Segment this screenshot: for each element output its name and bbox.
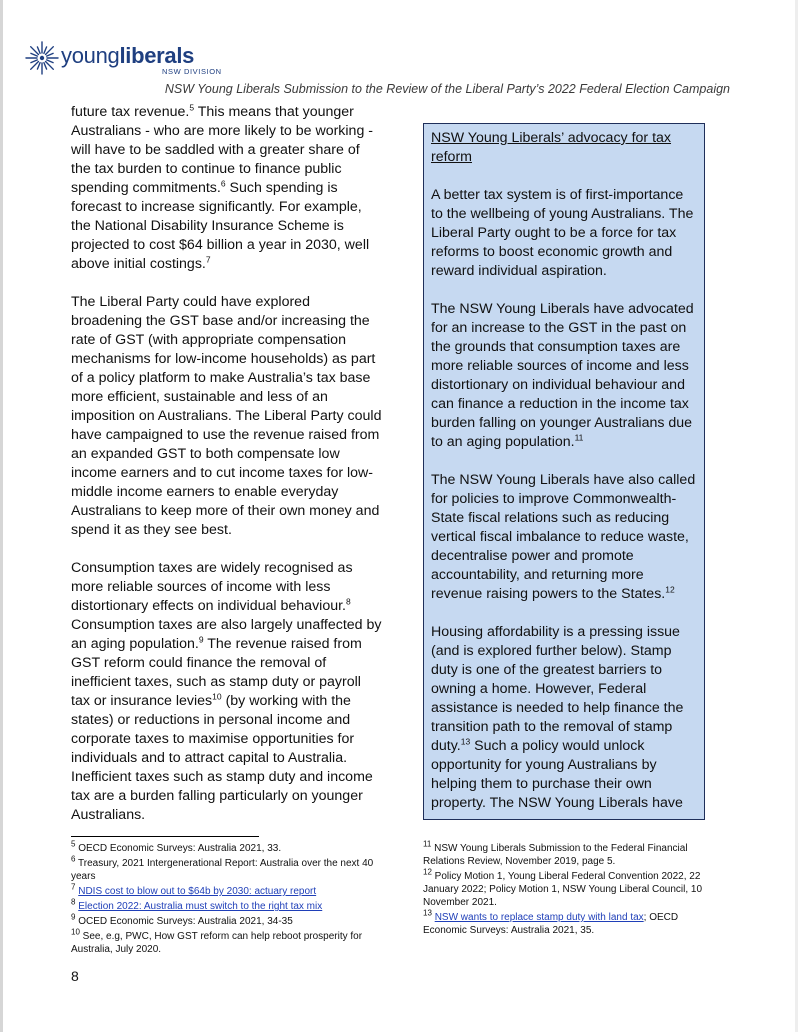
- footnote-link-election[interactable]: Election 2022: Australia must switch to the right tax mix: [78, 901, 323, 912]
- logo-division-label: NSW DIVISION: [162, 67, 222, 76]
- footnote-ref: 5: [189, 102, 195, 113]
- footnote-ref: 12: [665, 584, 675, 595]
- text-run: Consumption taxes are widely recognised as more reliable sources of income with less distortionary effects on individual behaviour.: [71, 560, 353, 614]
- text-run: Consumption taxes are also largely unaffected by an aging population.: [71, 617, 382, 652]
- footnote-text: Policy Motion 1, Young Liberal Federal Convention 2022, 22 January 2022; Policy Motion 1, NSW Young Liberal Council, 10 November 2021.: [423, 871, 703, 908]
- footnote-link-ndis[interactable]: NDIS cost to blow out to $64b by 2030: actuary report: [78, 886, 317, 897]
- logo-ray: [37, 47, 40, 53]
- advocacy-callout-box: [423, 123, 705, 820]
- logo-ray: [31, 53, 37, 56]
- footnote-6: [71, 854, 381, 883]
- text-run: The NSW Young Liberals have advocated for an increase to the GST in the past on the grounds that consumption taxes are more reliable sources of income and less distortionary on individual behaviour and can finance a reduction in the income tax burden falling on younger Australians due to an aging population.: [431, 301, 694, 450]
- box-paragraph-housing: [431, 623, 696, 813]
- footnote-9: [71, 912, 381, 928]
- text-run: Such a policy would unlock opportunity for young Australians by helping them to purchase their own property. The NSW Young Liberals have: [431, 738, 683, 811]
- left-column: [71, 103, 383, 844]
- footnote-number: 9: [71, 912, 76, 922]
- logo-ray: [47, 53, 53, 56]
- logo-ray: [44, 63, 47, 69]
- text-run: (by working with the states) or reductions in personal income and corporate taxes to maximise opportunities for individuals and to attract capital to Australia. Inefficient taxes such as stamp duty and income tax are a burden falling particularly on younger Australians.: [71, 693, 373, 823]
- footnote-11: [423, 839, 723, 868]
- footnote-ref: 11: [574, 432, 584, 443]
- footnote-ref: 6: [220, 178, 226, 189]
- text-run: Such spending is forecast to increase significantly. For example, the National Disability Insurance Scheme is projected to cost $64 billion a year in 2030, well above initial costings.: [71, 180, 370, 272]
- footnote-ref: 9: [198, 634, 204, 645]
- logo-ray: [47, 60, 53, 63]
- footnote-divider: [71, 836, 259, 837]
- box-paragraph-gst: [431, 300, 696, 452]
- footnotes-right: [423, 839, 723, 939]
- logo-word-liberals: liberals: [119, 43, 195, 68]
- footnote-ref: 13: [460, 736, 471, 747]
- footnote-13: [423, 908, 723, 937]
- footnote-number: 6: [71, 854, 76, 864]
- footnote-ref: 10: [212, 691, 222, 702]
- footnote-text: NSW Young Liberals Submission to the Federal Financial Relations Review, November 2019, page 5.: [423, 843, 688, 867]
- logo-ray: [31, 60, 37, 63]
- box-title: NSW Young Liberals’ advocacy for tax reform: [431, 130, 672, 165]
- paragraph-tax-burden: [71, 103, 383, 274]
- box-paragraph-tax-system: A better tax system is of first-importance to the wellbeing of young Australians. The Liberal Party ought to be a force for tax reforms to boost economic growth and reward individual aspiration.: [431, 187, 694, 279]
- footnote-number: 5: [71, 839, 76, 849]
- footnote-text: See, e.g, PWC, How GST reform can help reboot prosperity for Australia, July 2020.: [71, 931, 363, 955]
- footnote-number: 11: [423, 839, 432, 849]
- footnote-number: 8: [71, 897, 76, 907]
- footnote-text: ; OECD Economic Surveys: Australia 2021, 35.: [423, 912, 679, 936]
- logo-wordmark: [61, 43, 194, 69]
- page-edge-left: [0, 0, 3, 1032]
- text-run: Housing affordability is a pressing issue (and is explored further below). Stamp duty is one of the greatest barriers to owning a home. However, Federal assistance is needed to help finance the transition path to the removal of stamp duty.: [431, 624, 684, 754]
- young-liberals-logo: [24, 40, 222, 76]
- footnote-ref: 8: [346, 596, 351, 607]
- footnote-10: [71, 927, 381, 956]
- footnote-8: [71, 897, 381, 913]
- box-paragraph-fiscal-relations: [431, 471, 696, 604]
- footnote-text: OCED Economic Surveys: Australia 2021, 34-35: [75, 916, 293, 927]
- starburst-logo-icon: [24, 40, 60, 76]
- footnote-text: Treasury, 2021 Intergenerational Report: Australia over the next 40 years: [71, 858, 374, 882]
- page-number: 8: [71, 968, 79, 984]
- logo-word-young: young: [61, 43, 120, 68]
- footnote-number: 10: [71, 927, 80, 937]
- text-run: The revenue raised from GST reform could finance the removal of inefficient taxes, such as stamp duty or payroll tax or insurance levies: [71, 636, 362, 709]
- text-run: The NSW Young Liberals have also called for policies to improve Commonwealth-State fiscal relations such as reducing vertical fiscal imbalance to reduce waste, decentralise power and promote accountability, and returning more revenue raising powers to the States.: [431, 472, 696, 602]
- footnote-number: 13: [423, 908, 432, 918]
- footnotes-left: [71, 839, 381, 958]
- footnote-5: [71, 839, 381, 855]
- paragraph-gst-broadening: The Liberal Party could have explored broadening the GST base and/or increasing the rate of GST (with appropriate compensation mechanisms for low-income households) as part of a policy platform to make Australia’s tax base more efficient, sustainable and less of an imposition on Australians. The Liberal Party could have campaigned to use the revenue raised from an expanded GST to both compensate low income earners and to cut income taxes for low-middle income earners to enable everyday Australians to keep more of their own money and spend it as they see best.: [71, 294, 382, 538]
- footnote-ref: 7: [205, 254, 211, 265]
- footnote-7: [71, 882, 381, 898]
- text-run: This means that younger Australians - who are more likely to be working - will have to be saddled with a greater share of the tax burden to continue to finance public spending commitments.: [71, 104, 373, 196]
- footnote-number: 12: [423, 867, 432, 877]
- logo-ray: [37, 63, 40, 69]
- footnote-link-stamp-duty[interactable]: NSW wants to replace stamp duty with land tax: [434, 912, 644, 923]
- logo-ray: [44, 47, 47, 53]
- footnote-text: OECD Economic Surveys: Australia 2021, 33.: [75, 843, 282, 854]
- text-run: future tax revenue.: [71, 104, 190, 120]
- paragraph-consumption-taxes: [71, 559, 383, 825]
- footnote-12: [423, 867, 723, 909]
- footnote-number: 7: [71, 882, 76, 892]
- document-header: NSW Young Liberals Submission to the Review of the Liberal Party’s 2022 Federal Election Campaign: [164, 82, 730, 96]
